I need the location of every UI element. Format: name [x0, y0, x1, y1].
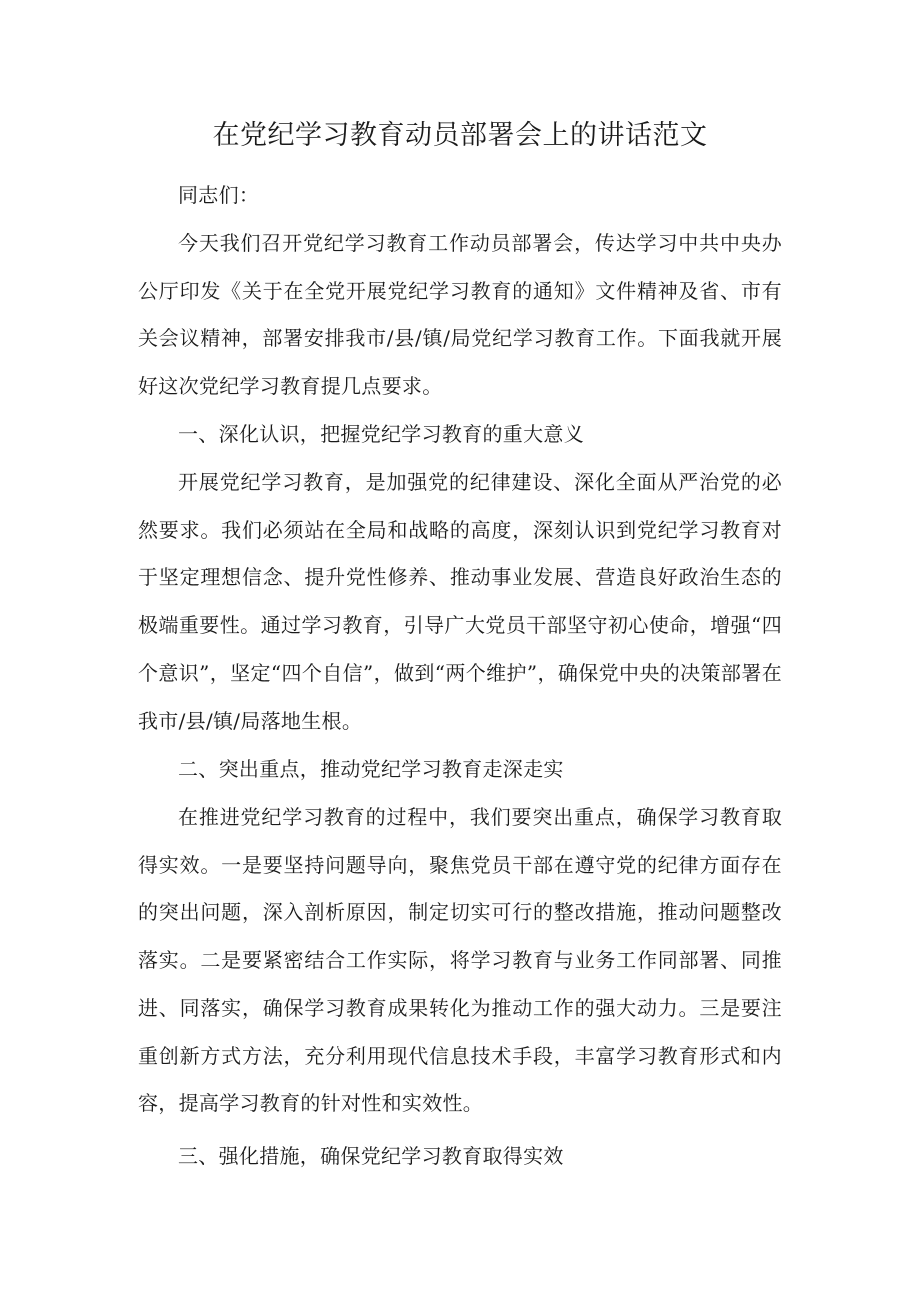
- document-title: 在党纪学习教育动员部署会上的讲话范文: [212, 120, 708, 151]
- section-1-paragraph: 开展党纪学习教育，是加强党的纪律建设、深化全面从严治党的必然要求。我们必须站在全局和战略的高度，深刻认识到党纪学习教育对于坚定理想信念、提升党性修养、推动事业发展、营造良好政治生态的极端重要性。通过学习教育，引导广大党员干部坚守初心使命，增强“四个意识”，坚定“四个自信”，做到“两个维护”，确保党中央的决策部署在我市/县/镇/局落地生根。: [138, 470, 782, 733]
- section-2-paragraph: 在推进党纪学习教育的过程中，我们要突出重点，确保学习教育取得实效。一是要坚持问题导向，聚焦党员干部在遵守党的纪律方面存在的突出问题，深入剖析原因，制定切实可行的整改措施，推动问题整改落实。二是要紧密结合工作实际，将学习教育与业务工作同部署、同推进、同落实，确保学习教育成果转化为推动工作的强大动力。三是要注重创新方式方法，充分利用现代信息技术手段，丰富学习教育形式和内容，提高学习教育的针对性和实效性。: [138, 805, 782, 1116]
- section-heading-2: 二、突出重点，推动党纪学习教育走深走实: [178, 757, 564, 781]
- section-heading-1: 一、深化认识，把握党纪学习教育的重大意义: [178, 422, 584, 446]
- salutation: 同志们：: [178, 183, 260, 207]
- section-heading-3: 三、强化措施，确保党纪学习教育取得实效: [178, 1144, 564, 1168]
- intro-paragraph: 今天我们召开党纪学习教育工作动员部署会，传达学习中共中央办公厅印发《关于在全党开展党纪学习教育的通知》文件精神及省、市有关会议精神，部署安排我市/县/镇/局党纪学习教育工作。下面我就开展好这次党纪学习教育提几点要求。: [138, 231, 782, 399]
